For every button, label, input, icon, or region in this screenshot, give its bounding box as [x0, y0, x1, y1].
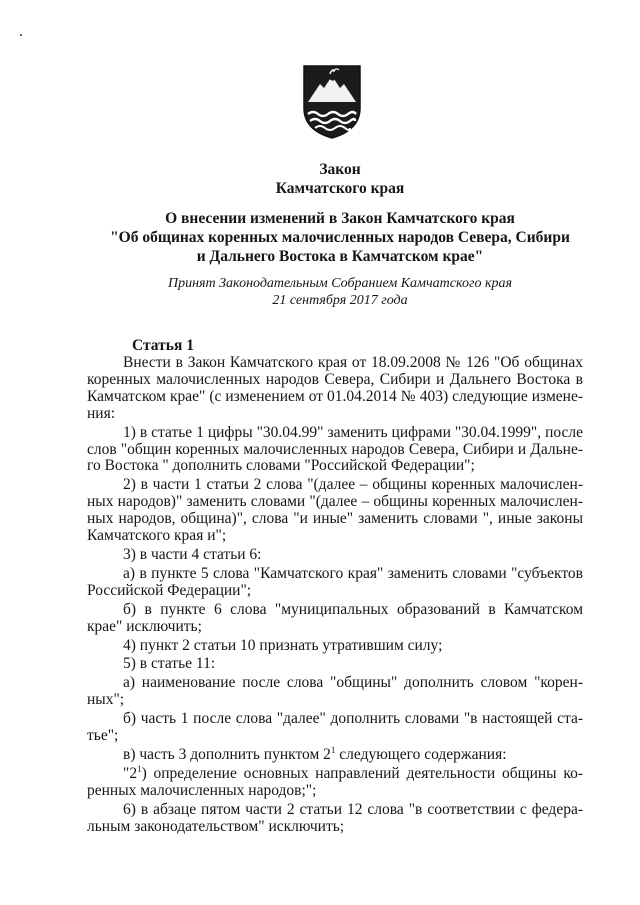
paragraph-4: 4) пункт 2 статьи 10 признать утратившим силу; — [123, 636, 443, 654]
adoption-note — [60, 275, 620, 309]
paragraph-5a: а) наименование после слова "общины" дополнить словом "корен-ных"; — [87, 674, 583, 709]
paragraph-intro: Внести в Закон Камчатского края от 18.09.2008 № 126 "Об общинах коренных малочисленных народов Севера, Сибири и Дальнего Востока в Камчатском крае" (с изменением от 01.04.2014 № 403) следующие измене-ния: — [87, 354, 583, 422]
adoption-date: 21 сентября 2017 года — [272, 293, 408, 308]
main-title-line: О внесении изменений в Закон Камчатского края — [165, 210, 515, 227]
paragraph-5b: б) часть 1 после слова "далее" дополнить словами "в настоящей ста-тье"; — [87, 710, 583, 745]
paragraph-5c-tail: следующего содержания: — [335, 745, 507, 763]
adoption-line: Принят Законодательным Собранием Камчатского края — [167, 276, 513, 291]
law-title-line: Закон — [319, 161, 361, 178]
paragraph-1: 1) в статье 1 цифры "30.04.99" заменить цифрами "30.04.1999", после слов "общин коренных малочисленных народов Севера, Сибири и Дальне-го Востока " дополнить словами "Российской Федерации"; — [87, 423, 583, 475]
paragraph-3a: а) в пункте 5 слова "Камчатского края" заменить словами "субъектов Российской Федерации"; — [87, 564, 583, 599]
superscript: 1 — [137, 763, 142, 774]
paragraph-2: 2) в части 1 статьи 2 слова "(далее – общины коренных малочислен-ных народов)" заменить словами "(далее – общины коренных малочислен-ных народов, община)", слова "и иные" заменить словами ", иные законы Камчатского края и"; — [87, 476, 583, 545]
superscript: 1 — [330, 744, 336, 755]
kamchatka-coat-of-arms-icon — [300, 62, 364, 140]
quote-rest: ) определение основных направлений деятельности общины ко-ренных малочисленных народов;"; — [87, 764, 583, 799]
paragraph-5c-quote — [87, 763, 583, 800]
quote-start: "2 — [123, 764, 138, 782]
paragraph-5c — [87, 744, 583, 764]
article-body — [87, 355, 583, 837]
paragraph-3: 3) в части 4 статьи 6: — [123, 545, 262, 563]
paragraph-5c-text: в) часть 3 дополнить пунктом 2 — [123, 745, 331, 763]
article-heading: Статья 1 — [132, 337, 194, 354]
paragraph-3b: б) в пункте 6 слова "муниципальных образований в Камчатском крае" исключить; — [87, 600, 583, 635]
law-title-line: Камчатского края — [275, 180, 405, 197]
main-title-line: "Об общинах коренных малочисленных народов Севера, Сибири — [110, 229, 570, 246]
law-title — [60, 160, 620, 198]
paragraph-6: 6) в абзаце пятом части 2 статьи 12 слова "в соответствии с федера-льным законодательством" исключить; — [87, 800, 583, 835]
scan-speck — [20, 34, 22, 36]
main-title-line: и Дальнего Востока в Камчатском крае" — [196, 248, 484, 265]
main-title — [60, 209, 620, 266]
paragraph-5: 5) в статье 11: — [123, 655, 216, 673]
